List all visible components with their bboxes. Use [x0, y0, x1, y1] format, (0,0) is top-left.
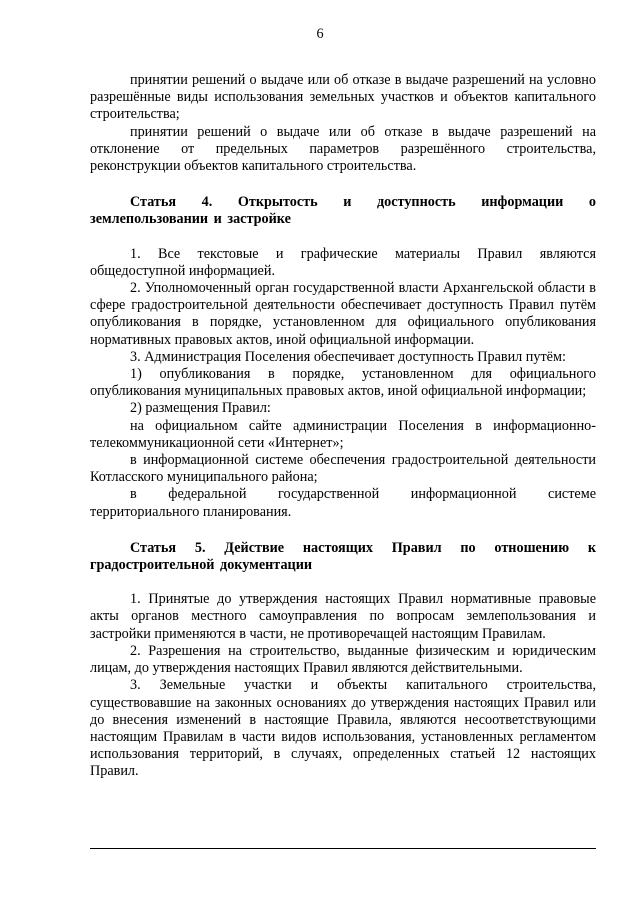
page-number: 6 — [316, 26, 324, 42]
article-4-paragraph-1: 1. Все текстовые и графические материалы Правил являются общедоступной информацией. — [90, 245, 596, 279]
article-4-paragraph-2: 2. Уполномоченный орган государственной власти Архангельской области в сфере градостроительной деятельности обеспечивает доступность Правил путём опубликования в порядке, установленном для официального опубликования нормативных правовых актов, иной официальной информации. — [90, 280, 596, 348]
article-4-paragraph-4: 1) опубликования в порядке, установленном для официального опубликования муниципальных правовых актов, иной официальной информации; — [90, 366, 596, 400]
article-4-paragraph-8: в федеральной государственной информационной системе территориального планирования. — [90, 486, 596, 520]
article-5-title: Статья 5. Действие настоящих Правил по отношению к градостроительной документации — [90, 539, 596, 574]
intro-paragraph-2: принятии решений о выдаче или об отказе в выдаче разрешений на отклонение от предельных параметров разрешённого строительства, реконструкции объектов капитального строительства. — [90, 123, 596, 175]
article-4-paragraph-6: на официальном сайте администрации Поселения в информационно-телекоммуникационной сети «Интернет»; — [90, 417, 596, 451]
page-body — [90, 72, 596, 781]
article-5-paragraph-1: 1. Принятые до утверждения настоящих Правил нормативные правовые акты органов местного самоуправления по вопросам землепользования и застройки применяются в части, не противоречащей настоящим Правилам. — [90, 591, 596, 642]
article-4-paragraph-5: 2) размещения Правил: — [130, 400, 271, 417]
article-4-title: Статья 4. Открытость и доступность информации о землепользовании и застройке — [90, 194, 596, 228]
intro-paragraph-1: принятии решений о выдаче или об отказе в выдаче разрешений на условно разрешённые виды использования земельных участков и объектов капитального строительства; — [90, 72, 596, 123]
article-5-paragraph-3: 3. Земельные участки и объекты капитального строительства, существовавшие на законных основаниях до утверждения настоящих Правил или до внесения изменений в настоящие Правила, являются несоответствующими настоящим Правилам в части видов использования, установленных регламентом использования территорий, в случаях, определенных статьей 12 настоящих Правил. — [90, 677, 596, 780]
article-4-paragraph-3: 3. Администрация Поселения обеспечивает доступность Правил путём: — [130, 348, 566, 365]
footer-rule — [90, 848, 596, 849]
article-4-paragraph-7: в информационной системе обеспечения градостроительной деятельности Котласского муниципального района; — [90, 452, 596, 486]
article-5-paragraph-2: 2. Разрешения на строительство, выданные физическим и юридическим лицам, до утверждения настоящих Правил являются действительными. — [90, 642, 596, 677]
